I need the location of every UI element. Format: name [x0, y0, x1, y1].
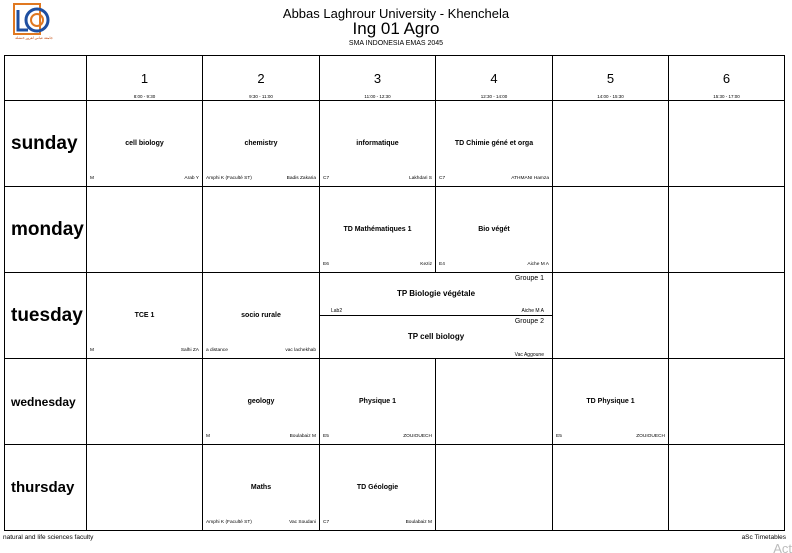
group-label: Groupe 2: [514, 318, 544, 325]
lesson-cell[interactable]: [203, 101, 320, 187]
lesson-teacher: ATHMANI Hamza: [511, 176, 549, 181]
lesson-subject: TP cell biology: [407, 332, 465, 341]
period-number: 3: [373, 71, 382, 86]
day-label-monday: monday: [5, 187, 87, 273]
lesson-teacher: ZOUIOUECH: [636, 434, 665, 439]
period-header: [320, 56, 436, 101]
lesson-cell[interactable]: [553, 359, 669, 445]
lesson-room: E4: [439, 262, 445, 267]
empty-cell: [87, 187, 203, 273]
lesson-cell[interactable]: [320, 101, 436, 187]
university-title: Abbas Laghrour University - Khenchela: [282, 6, 510, 21]
day-label-tuesday: tuesday: [5, 273, 87, 359]
lesson-subject: TD Mathématiques 1: [343, 225, 412, 233]
lesson-room: M: [90, 348, 94, 353]
period-number: 4: [490, 71, 498, 86]
lesson-room: M: [90, 176, 94, 181]
lesson-subject: informatique: [356, 139, 399, 147]
empty-cell: [669, 273, 785, 359]
lesson-teacher: Keziz: [420, 262, 432, 267]
day-row-thursday: [5, 445, 785, 531]
lesson-cell[interactable]: [203, 445, 320, 531]
lesson-subject: TD Géologie: [356, 483, 399, 491]
period-header: [669, 56, 785, 101]
lesson-teacher: ZOUIOUECH: [403, 434, 432, 439]
day-row-monday: [5, 187, 785, 273]
group-lesson[interactable]: [320, 316, 552, 359]
day-row-tuesday: [5, 273, 785, 359]
empty-cell: [669, 101, 785, 187]
day-label-thursday: thursday: [5, 445, 87, 531]
period-time: 9:30 - 11:00: [249, 94, 273, 99]
empty-cell: [553, 101, 669, 187]
empty-cell: [553, 187, 669, 273]
software-credit: aSc Timetables: [741, 534, 786, 541]
period-header: [436, 56, 553, 101]
lesson-cell[interactable]: [87, 101, 203, 187]
lesson-subject: cell biology: [125, 139, 164, 147]
period-time: 14:00 - 15:30: [597, 94, 624, 99]
period-time: 8:00 - 9:30: [133, 94, 156, 99]
lesson-cell[interactable]: [203, 359, 320, 445]
lesson-subject: TD Physique 1: [586, 397, 635, 405]
timetable: [4, 55, 785, 531]
lesson-room: C7: [323, 520, 330, 525]
lesson-room: a distance: [206, 348, 228, 353]
lesson-cell[interactable]: [320, 359, 436, 445]
lesson-teacher: Arab Y: [184, 176, 199, 181]
day-row-sunday: [5, 101, 785, 187]
period-header: [203, 56, 320, 101]
lesson-cell[interactable]: [203, 273, 320, 359]
lesson-teacher: Lakhdari S: [409, 176, 432, 181]
activation-watermark: Act: [773, 541, 792, 553]
lesson-cell[interactable]: [87, 273, 203, 359]
lesson-subject: socio rurale: [241, 311, 281, 319]
empty-cell: [87, 359, 203, 445]
period-number: 2: [257, 71, 265, 86]
faculty-footer: natural and life sciences faculty: [3, 534, 94, 541]
period-number: 1: [140, 71, 149, 86]
period-number: 6: [722, 71, 731, 86]
lesson-room: M: [206, 434, 210, 439]
period-header: [87, 56, 203, 101]
lesson-subject: Maths: [250, 483, 272, 491]
empty-cell: [669, 359, 785, 445]
lesson-subject: Bio végét: [478, 225, 510, 233]
lesson-subject: geology: [247, 397, 275, 405]
lesson-teacher: Vac Soudani: [289, 520, 316, 525]
lesson-teacher: Aiche M A: [521, 308, 544, 314]
period-time: 11:00 - 12:30: [364, 94, 391, 99]
lesson-room: C7: [439, 176, 446, 181]
lesson-subject: TP Biologie végétale: [396, 289, 476, 298]
lesson-room: E5: [323, 434, 329, 439]
group-label: Groupe 1: [514, 275, 544, 282]
lesson-teacher: Boulabaiz M: [405, 520, 432, 525]
empty-cell: [203, 187, 320, 273]
lesson-cell[interactable]: [320, 445, 436, 531]
lesson-teacher: vac lachekhab: [285, 348, 316, 353]
period-number: 5: [606, 71, 615, 86]
lesson-room: E6: [323, 262, 329, 267]
lesson-room: Amphi K (Faculté ST): [206, 176, 252, 181]
day-label-wednesday: wednesday: [5, 359, 87, 445]
period-time: 12:30 - 14:00: [480, 94, 508, 99]
class-subtitle: SMA INDONESIA EMAS 2045: [348, 40, 444, 47]
lesson-teacher: Badis Zakaria: [286, 176, 316, 181]
empty-cell: [669, 445, 785, 531]
class-title: Ing 01 Agro: [352, 19, 440, 38]
empty-cell: [553, 273, 669, 359]
empty-cell: [553, 445, 669, 531]
lesson-room: E5: [556, 434, 562, 439]
lesson-cell[interactable]: [436, 187, 553, 273]
lesson-teacher: Aiche M A: [527, 262, 549, 267]
lesson-room: Lab2: [331, 308, 343, 314]
empty-cell: [436, 359, 553, 445]
day-row-wednesday: [5, 359, 785, 445]
logo-arabic-text: جامعة عباس لغرور خنشلة: [15, 36, 53, 40]
group-lesson[interactable]: [320, 273, 552, 316]
lesson-subject: TD Chimie géné et orga: [454, 139, 534, 147]
day-label-sunday: sunday: [5, 101, 87, 187]
lesson-subject: Physique 1: [359, 397, 396, 405]
empty-cell: [669, 187, 785, 273]
empty-cell: [87, 445, 203, 531]
lesson-room: C7: [323, 176, 330, 181]
period-header: [553, 56, 669, 101]
corner-cell: [5, 56, 87, 101]
lesson-cell[interactable]: [436, 101, 553, 187]
empty-cell: [436, 445, 553, 531]
lesson-subject: chemistry: [244, 139, 278, 147]
lesson-subject: TCE 1: [134, 311, 155, 319]
lesson-room: Amphi K (Faculté ST): [206, 520, 252, 525]
lesson-teacher: Boulabaiz M: [289, 434, 316, 439]
lesson-teacher: Vac Aggoune: [514, 352, 544, 358]
lesson-cell[interactable]: [320, 187, 436, 273]
period-header-row: [5, 56, 785, 101]
lesson-teacher: Salhi ZA: [180, 348, 199, 353]
split-group-cell: [320, 273, 553, 359]
period-time: 15:30 - 17:00: [713, 94, 740, 99]
